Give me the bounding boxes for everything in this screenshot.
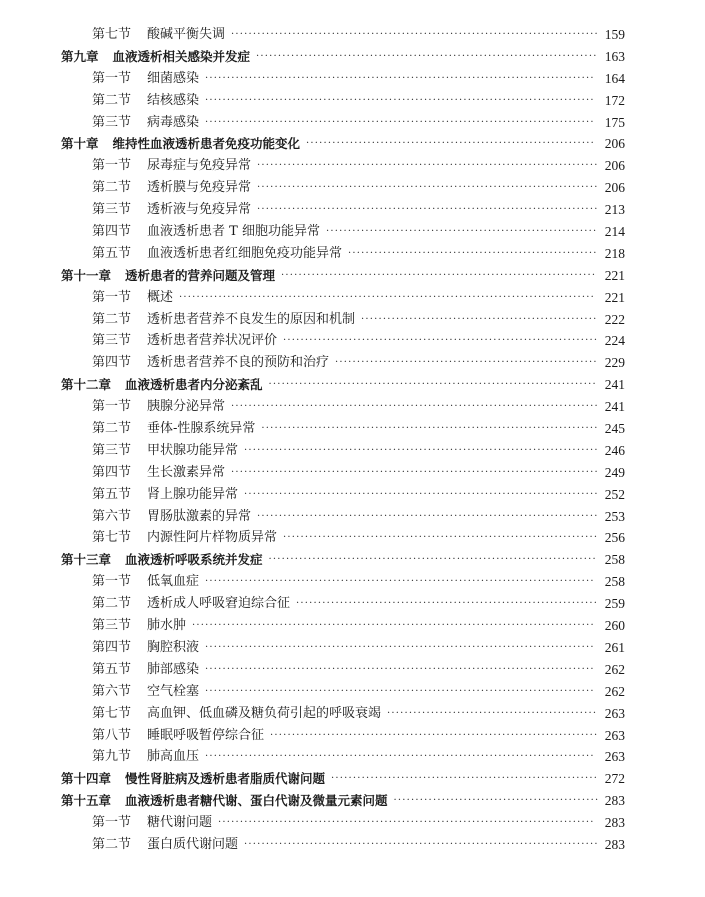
- toc-entry-label: [92, 681, 199, 703]
- toc-entry-label: [92, 812, 212, 834]
- section-title: 甲状腺功能异常: [147, 442, 239, 458]
- section-number: 第一节: [92, 289, 132, 305]
- dot-leader: ······························································: [325, 226, 598, 238]
- dot-leader: ·························································································: [205, 576, 595, 588]
- section-title: 透析膜与免疫异常: [147, 180, 252, 196]
- toc-section-entry: [0, 90, 705, 112]
- toc-entry-label: [61, 374, 263, 396]
- dot-leader: ·······························································································: [179, 291, 596, 303]
- section-title: 胃肠肽激素的异常: [147, 508, 252, 524]
- section-title: 胸腔积液: [147, 639, 200, 655]
- page-number: 213: [604, 202, 625, 218]
- toc-section-entry: [0, 199, 705, 221]
- dot-leader: ····························································································: [192, 620, 595, 632]
- chapter-number: 第十五章: [61, 793, 112, 809]
- dot-leader: ····························································: [335, 357, 598, 369]
- dot-leader: ···············································: [393, 795, 600, 807]
- toc-section-entry: [0, 725, 705, 747]
- toc-entry-label: [61, 46, 250, 68]
- toc-section-entry: [0, 177, 705, 199]
- page-number: 263: [604, 705, 625, 721]
- table-of-contents: [0, 24, 705, 856]
- page-number: 159: [604, 27, 625, 42]
- toc-section-entry: [0, 812, 705, 834]
- toc-section-entry: [0, 440, 705, 462]
- toc-entry-label: [92, 287, 173, 309]
- section-number: 第七节: [92, 530, 132, 546]
- chapter-title: 慢性肾脏病及透析患者脂质代谢问题: [125, 771, 326, 787]
- toc-chapter-entry: [0, 790, 705, 812]
- page-number: 283: [604, 793, 625, 809]
- dot-leader: ········································································: [283, 335, 599, 347]
- toc-entry-label: [61, 549, 263, 571]
- toc-entry-label: [92, 199, 251, 221]
- section-number: 第二节: [92, 596, 132, 612]
- page-number: 260: [604, 618, 625, 634]
- section-title: 生长激素异常: [147, 464, 226, 480]
- dot-leader: ······················································································: [218, 817, 595, 829]
- dot-leader: ··············································································: [256, 50, 598, 62]
- section-title: 血液透析患者 T 细胞功能异常: [147, 224, 320, 240]
- chapter-number: 第十二章: [61, 377, 112, 393]
- toc-entry-label: [61, 790, 388, 812]
- section-number: 第九节: [92, 749, 132, 765]
- section-number: 第六节: [92, 683, 132, 699]
- toc-entry-label: [92, 418, 255, 440]
- toc-entry-label: [92, 440, 238, 462]
- section-title: 细菌感染: [147, 70, 200, 86]
- toc-entry-label: [92, 24, 225, 46]
- section-title: 肾上腺功能异常: [147, 486, 239, 502]
- page-number: 175: [604, 114, 625, 130]
- toc-section-entry: [0, 834, 705, 856]
- dot-leader: ·············································································: [261, 423, 599, 435]
- page-number: 218: [604, 245, 625, 261]
- toc-section-entry: [0, 593, 705, 615]
- toc-chapter-entry: [0, 549, 705, 571]
- page-number: 261: [604, 639, 625, 655]
- toc-section-entry: [0, 330, 705, 352]
- page-number: 241: [604, 377, 625, 393]
- section-number: 第二节: [92, 92, 132, 108]
- chapter-number: 第九章: [61, 48, 99, 64]
- section-number: 第一节: [92, 70, 132, 86]
- toc-entry-label: [61, 265, 275, 287]
- dot-leader: ··············································································: [257, 204, 599, 216]
- dot-leader: ····················································································: [231, 29, 599, 40]
- toc-entry-label: [92, 177, 251, 199]
- dot-leader: ····················································································: [231, 401, 599, 413]
- dot-leader: ········································································: [283, 532, 599, 544]
- dot-leader: ·························································································: [205, 94, 595, 106]
- section-number: 第五节: [92, 245, 132, 261]
- toc-entry-label: [92, 396, 225, 418]
- toc-section-entry: [0, 352, 705, 374]
- page-number: 272: [604, 771, 625, 787]
- dot-leader: ··································································: [306, 138, 596, 150]
- dot-leader: ·························································································: [205, 663, 595, 675]
- section-number: 第七节: [92, 705, 132, 721]
- section-title: 结核感染: [147, 92, 200, 108]
- dot-leader: ···········································································: [270, 729, 599, 741]
- dot-leader: ··············································································: [257, 510, 599, 522]
- section-title: 肺高血压: [147, 749, 200, 765]
- section-title: 胰腺分泌异常: [147, 399, 226, 415]
- dot-leader: ···········································································: [268, 554, 597, 566]
- toc-section-entry: [0, 637, 705, 659]
- chapter-number: 第十三章: [61, 552, 112, 568]
- toc-section-entry: [0, 615, 705, 637]
- section-title: 透析患者营养不良发生的原因和机制: [147, 311, 356, 327]
- section-title: 蛋白质代谢问题: [147, 836, 239, 852]
- page-number: 283: [604, 815, 625, 831]
- section-number: 第一节: [92, 399, 132, 415]
- toc-entry-label: [92, 309, 355, 331]
- toc-section-entry: [0, 309, 705, 331]
- section-number: 第四节: [92, 639, 132, 655]
- page-number: 221: [604, 267, 625, 283]
- dot-leader: ·························································································: [205, 72, 595, 84]
- section-title: 肺部感染: [147, 661, 200, 677]
- section-number: 第一节: [92, 815, 132, 831]
- section-title: 尿毒症与免疫异常: [147, 158, 252, 174]
- toc-section-entry: [0, 24, 705, 46]
- section-title: 睡眠呼吸暂停综合征: [147, 727, 265, 743]
- section-title: 概述: [147, 289, 174, 305]
- chapter-title: 血液透析呼吸系统并发症: [125, 552, 263, 568]
- toc-section-entry: [0, 287, 705, 309]
- chapter-number: 第十一章: [61, 267, 112, 283]
- chapter-number: 第十章: [61, 136, 99, 152]
- dot-leader: ·················································································: [244, 488, 599, 500]
- toc-chapter-entry: [0, 46, 705, 68]
- chapter-number: 第十四章: [61, 771, 112, 787]
- page-number: 206: [604, 180, 625, 196]
- toc-entry-label: [92, 571, 199, 593]
- dot-leader: ··············································································: [257, 160, 599, 172]
- section-number: 第三节: [92, 442, 132, 458]
- page-number: 263: [604, 749, 625, 765]
- page-number: 229: [604, 355, 625, 371]
- toc-entry-label: [92, 703, 381, 725]
- page-number: 262: [604, 661, 625, 677]
- page-number: 221: [604, 289, 625, 305]
- dot-leader: ······················································: [361, 313, 598, 325]
- section-title: 低氧血症: [147, 574, 200, 590]
- toc-chapter-entry: [0, 768, 705, 790]
- dot-leader: ·························································: [348, 247, 598, 259]
- toc-section-entry: [0, 506, 705, 528]
- section-number: 第五节: [92, 486, 132, 502]
- section-title: 糖代谢问题: [147, 815, 213, 831]
- toc-section-entry: [0, 396, 705, 418]
- toc-section-entry: [0, 462, 705, 484]
- dot-leader: ·················································································: [244, 838, 599, 850]
- dot-leader: ················································: [387, 707, 598, 719]
- toc-section-entry: [0, 484, 705, 506]
- section-number: 第二节: [92, 836, 132, 852]
- toc-entry-label: [61, 133, 300, 155]
- section-number: 第三节: [92, 618, 132, 634]
- toc-entry-label: [92, 330, 277, 352]
- toc-entry-label: [92, 746, 199, 768]
- section-title: 垂体-性腺系统异常: [147, 421, 256, 437]
- section-title: 透析液与免疫异常: [147, 202, 252, 218]
- section-number: 第二节: [92, 311, 132, 327]
- page-number: 256: [604, 530, 625, 546]
- page-number: 258: [604, 574, 625, 590]
- toc-section-entry: [0, 221, 705, 243]
- section-number: 第八节: [92, 727, 132, 743]
- section-number: 第一节: [92, 158, 132, 174]
- page-number: 163: [604, 48, 625, 64]
- page-number: 252: [604, 486, 625, 502]
- toc-entry-label: [92, 527, 277, 549]
- section-number: 第七节: [92, 27, 132, 42]
- page-number: 245: [604, 421, 625, 437]
- section-number: 第五节: [92, 661, 132, 677]
- toc-entry-label: [92, 725, 264, 747]
- toc-chapter-entry: [0, 374, 705, 396]
- section-title: 透析患者营养不良的预防和治疗: [147, 355, 330, 371]
- toc-entry-label: [92, 243, 342, 265]
- toc-section-entry: [0, 571, 705, 593]
- section-number: 第六节: [92, 508, 132, 524]
- toc-section-entry: [0, 112, 705, 134]
- page-number: 262: [604, 683, 625, 699]
- toc-section-entry: [0, 659, 705, 681]
- page-number: 206: [604, 158, 625, 174]
- section-number: 第四节: [92, 464, 132, 480]
- toc-entry-label: [92, 637, 199, 659]
- section-number: 第四节: [92, 355, 132, 371]
- section-number: 第二节: [92, 421, 132, 437]
- toc-entry-label: [92, 462, 225, 484]
- toc-section-entry: [0, 418, 705, 440]
- toc-entry-label: [92, 593, 290, 615]
- section-title: 透析成人呼吸窘迫综合征: [147, 596, 291, 612]
- page-number: 224: [604, 333, 625, 349]
- section-title: 肺水肿: [147, 618, 187, 634]
- toc-entry-label: [92, 221, 320, 243]
- page-number: 283: [604, 836, 625, 852]
- toc-entry-label: [92, 112, 199, 134]
- section-title: 病毒感染: [147, 114, 200, 130]
- dot-leader: ·························································································: [205, 641, 595, 653]
- section-title: 高血钾、低血磷及糖负荷引起的呼吸衰竭: [147, 705, 382, 721]
- toc-entry-label: [92, 90, 199, 112]
- dot-leader: ····················································································: [231, 466, 599, 478]
- dot-leader: ·····························································: [331, 773, 599, 785]
- toc-entry-label: [92, 506, 251, 528]
- page-number: 263: [604, 727, 625, 743]
- section-title: 酸碱平衡失调: [147, 27, 226, 42]
- page-number: 172: [604, 92, 625, 108]
- dot-leader: ········································································: [281, 269, 597, 281]
- section-number: 第四节: [92, 224, 132, 240]
- dot-leader: ···········································································: [268, 379, 597, 391]
- section-number: 第三节: [92, 202, 132, 218]
- page-number: 253: [604, 508, 625, 524]
- chapter-title: 血液透析相关感染并发症: [112, 48, 251, 64]
- dot-leader: ·························································································: [205, 116, 595, 128]
- dot-leader: ·························································································: [205, 751, 595, 763]
- toc-section-entry: [0, 746, 705, 768]
- toc-chapter-entry: [0, 133, 705, 155]
- toc-entry-label: [92, 834, 238, 856]
- page-number: 241: [604, 399, 625, 415]
- toc-entry-label: [92, 484, 238, 506]
- section-title: 内源性阿片样物质异常: [147, 530, 278, 546]
- chapter-title: 透析患者的营养问题及管理: [125, 267, 276, 283]
- dot-leader: ·····································································: [296, 598, 599, 610]
- section-number: 第一节: [92, 574, 132, 590]
- toc-section-entry: [0, 527, 705, 549]
- section-number: 第二节: [92, 180, 132, 196]
- toc-entry-label: [92, 68, 199, 90]
- toc-entry-label: [92, 155, 251, 177]
- section-title: 透析患者营养状况评价: [147, 333, 278, 349]
- section-title: 血液透析患者红细胞免疫功能异常: [147, 245, 343, 261]
- page-number: 164: [604, 70, 625, 86]
- toc-section-entry: [0, 703, 705, 725]
- dot-leader: ·························································································: [205, 685, 595, 697]
- dot-leader: ·················································································: [244, 444, 599, 456]
- toc-section-entry: [0, 155, 705, 177]
- toc-section-entry: [0, 243, 705, 265]
- toc-section-entry: [0, 681, 705, 703]
- chapter-title: 维持性血液透析患者免疫功能变化: [112, 136, 301, 152]
- chapter-title: 血液透析患者糖代谢、蛋白代谢及微量元素问题: [125, 793, 388, 809]
- chapter-title: 血液透析患者内分泌紊乱: [125, 377, 263, 393]
- page-number: 258: [604, 552, 625, 568]
- page-number: 206: [604, 136, 625, 152]
- toc-chapter-entry: [0, 265, 705, 287]
- page-number: 222: [604, 311, 625, 327]
- section-number: 第三节: [92, 114, 132, 130]
- dot-leader: ··············································································: [257, 182, 599, 194]
- page-number: 214: [604, 224, 625, 240]
- toc-entry-label: [92, 352, 329, 374]
- page-number: 249: [604, 464, 625, 480]
- page-number: 259: [604, 596, 625, 612]
- toc-entry-label: [92, 659, 199, 681]
- section-number: 第三节: [92, 333, 132, 349]
- page-number: 246: [604, 442, 625, 458]
- toc-section-entry: [0, 68, 705, 90]
- toc-entry-label: [92, 615, 186, 637]
- toc-entry-label: [61, 768, 325, 790]
- section-title: 空气栓塞: [147, 683, 200, 699]
